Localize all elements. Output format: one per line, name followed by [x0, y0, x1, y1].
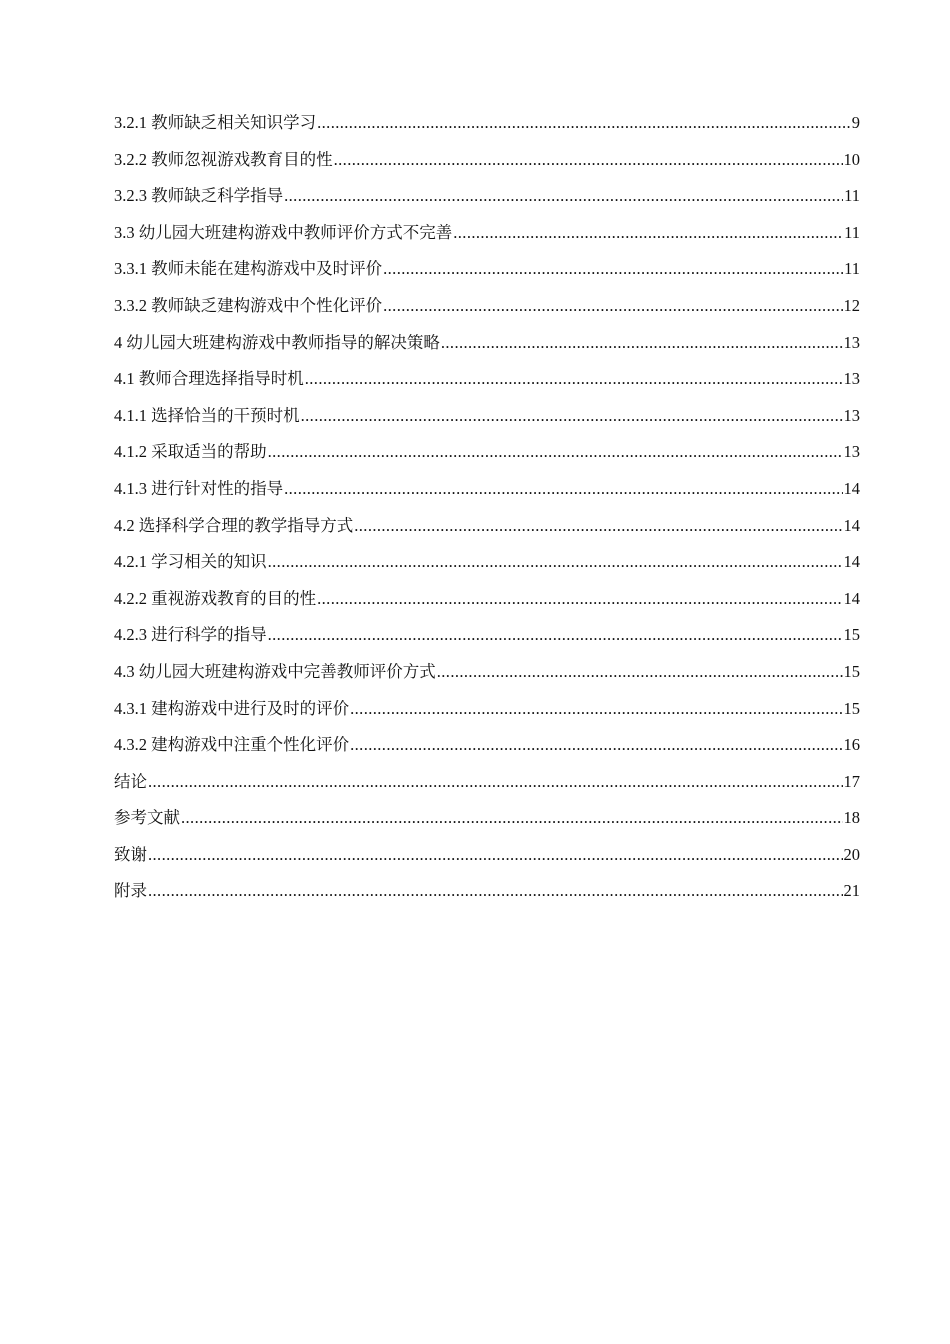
toc-page-number: 14	[843, 478, 860, 498]
toc-dot-leader	[453, 223, 843, 243]
toc-dot-leader	[317, 589, 842, 609]
toc-dot-leader	[284, 479, 842, 499]
toc-dot-leader	[148, 772, 843, 792]
toc-dot-leader	[354, 516, 842, 536]
toc-page-number: 16	[843, 735, 860, 755]
toc-entry[interactable]	[114, 585, 860, 622]
toc-entry[interactable]	[114, 621, 860, 658]
toc-entry-title: 4.1.1 选择恰当的干预时机	[114, 405, 300, 425]
toc-entry[interactable]	[114, 438, 860, 475]
toc-entry[interactable]	[114, 219, 860, 256]
toc-page-number: 11	[844, 259, 860, 279]
toc-entry[interactable]	[114, 768, 860, 805]
toc-page-number: 13	[843, 332, 860, 352]
toc-page-number: 14	[843, 515, 860, 535]
toc-entry[interactable]	[114, 109, 860, 146]
toc-page-number: 13	[843, 369, 860, 389]
toc-entry[interactable]	[114, 402, 860, 439]
toc-page-number: 13	[843, 442, 860, 462]
toc-entry-title: 3.2.1 教师缺乏相关知识学习	[114, 113, 317, 132]
toc-page-number: 20	[843, 844, 860, 864]
toc-dot-leader	[350, 699, 842, 719]
toc-page-number: 14	[843, 588, 860, 608]
toc-entry-title: 4.2.3 进行科学的指导	[114, 625, 267, 645]
toc-page-number: 15	[843, 625, 860, 645]
toc-page-number: 17	[843, 771, 860, 791]
toc-page-number: 21	[843, 881, 860, 901]
toc-entry[interactable]	[114, 877, 860, 914]
toc-dot-leader	[284, 186, 843, 206]
toc-entry-title: 4.2.2 重视游戏教育的目的性	[114, 588, 317, 608]
toc-dot-leader	[268, 442, 843, 462]
toc-entry[interactable]	[114, 512, 860, 549]
toc-dot-leader	[437, 662, 843, 682]
toc-page-number: 12	[843, 295, 860, 315]
toc-entry[interactable]	[114, 548, 860, 585]
toc-entry[interactable]	[114, 365, 860, 402]
toc-entry-title: 结论	[114, 771, 147, 791]
toc-dot-leader	[350, 735, 842, 755]
toc-entry-title: 4.2.1 学习相关的知识	[114, 552, 267, 572]
toc-entry[interactable]	[114, 731, 860, 768]
toc-dot-leader	[383, 259, 843, 279]
toc-dot-leader	[181, 808, 843, 828]
table-of-contents	[114, 109, 860, 914]
toc-entry[interactable]	[114, 146, 860, 183]
toc-page-number: 18	[843, 808, 860, 828]
toc-dot-leader	[268, 552, 843, 572]
toc-page-number: 11	[844, 222, 860, 242]
toc-dot-leader	[383, 296, 842, 316]
toc-entry-title: 3.2.3 教师缺乏科学指导	[114, 186, 284, 206]
toc-entry[interactable]	[114, 182, 860, 219]
toc-page-number: 9	[851, 113, 860, 132]
toc-entry-title: 3.2.2 教师忽视游戏教育目的性	[114, 149, 333, 169]
toc-page-number: 15	[843, 698, 860, 718]
toc-entry[interactable]	[114, 475, 860, 512]
toc-entry[interactable]	[114, 329, 860, 366]
toc-dot-leader	[268, 625, 843, 645]
toc-page-number: 13	[843, 405, 860, 425]
toc-entry[interactable]	[114, 804, 860, 841]
toc-page-number: 14	[843, 552, 860, 572]
toc-entry-title: 4.1.3 进行针对性的指导	[114, 478, 284, 498]
toc-dot-leader	[148, 845, 843, 865]
toc-entry[interactable]	[114, 255, 860, 292]
toc-page-number: 15	[843, 661, 860, 681]
toc-dot-leader	[148, 881, 843, 901]
toc-entry[interactable]	[114, 292, 860, 329]
toc-dot-leader	[441, 333, 843, 353]
toc-entry-title: 4.3.2 建构游戏中注重个性化评价	[114, 735, 350, 755]
toc-entry[interactable]	[114, 658, 860, 695]
toc-entry-title: 致谢	[114, 844, 147, 864]
toc-page-number: 11	[844, 186, 860, 206]
toc-entry[interactable]	[114, 841, 860, 878]
toc-dot-leader	[301, 406, 843, 426]
toc-entry-title: 4.1 教师合理选择指导时机	[114, 369, 304, 389]
toc-entry-title: 4.2 选择科学合理的教学指导方式	[114, 515, 354, 535]
toc-entry-title: 4.1.2 采取适当的帮助	[114, 442, 267, 462]
toc-entry-title: 4 幼儿园大班建构游戏中教师指导的解决策略	[114, 332, 440, 352]
toc-entry-title: 附录	[114, 881, 147, 901]
toc-dot-leader	[317, 113, 851, 133]
toc-entry-title: 3.3.2 教师缺乏建构游戏中个性化评价	[114, 295, 383, 315]
toc-entry[interactable]	[114, 695, 860, 732]
toc-entry-title: 3.3.1 教师未能在建构游戏中及时评价	[114, 259, 383, 279]
toc-dot-leader	[305, 369, 843, 389]
toc-page-number: 10	[843, 149, 860, 169]
toc-dot-leader	[334, 150, 843, 170]
toc-entry-title: 4.3 幼儿园大班建构游戏中完善教师评价方式	[114, 661, 436, 681]
toc-entry-title: 4.3.1 建构游戏中进行及时的评价	[114, 698, 350, 718]
toc-entry-title: 3.3 幼儿园大班建构游戏中教师评价方式不完善	[114, 222, 453, 242]
toc-entry-title: 参考文献	[114, 808, 180, 828]
